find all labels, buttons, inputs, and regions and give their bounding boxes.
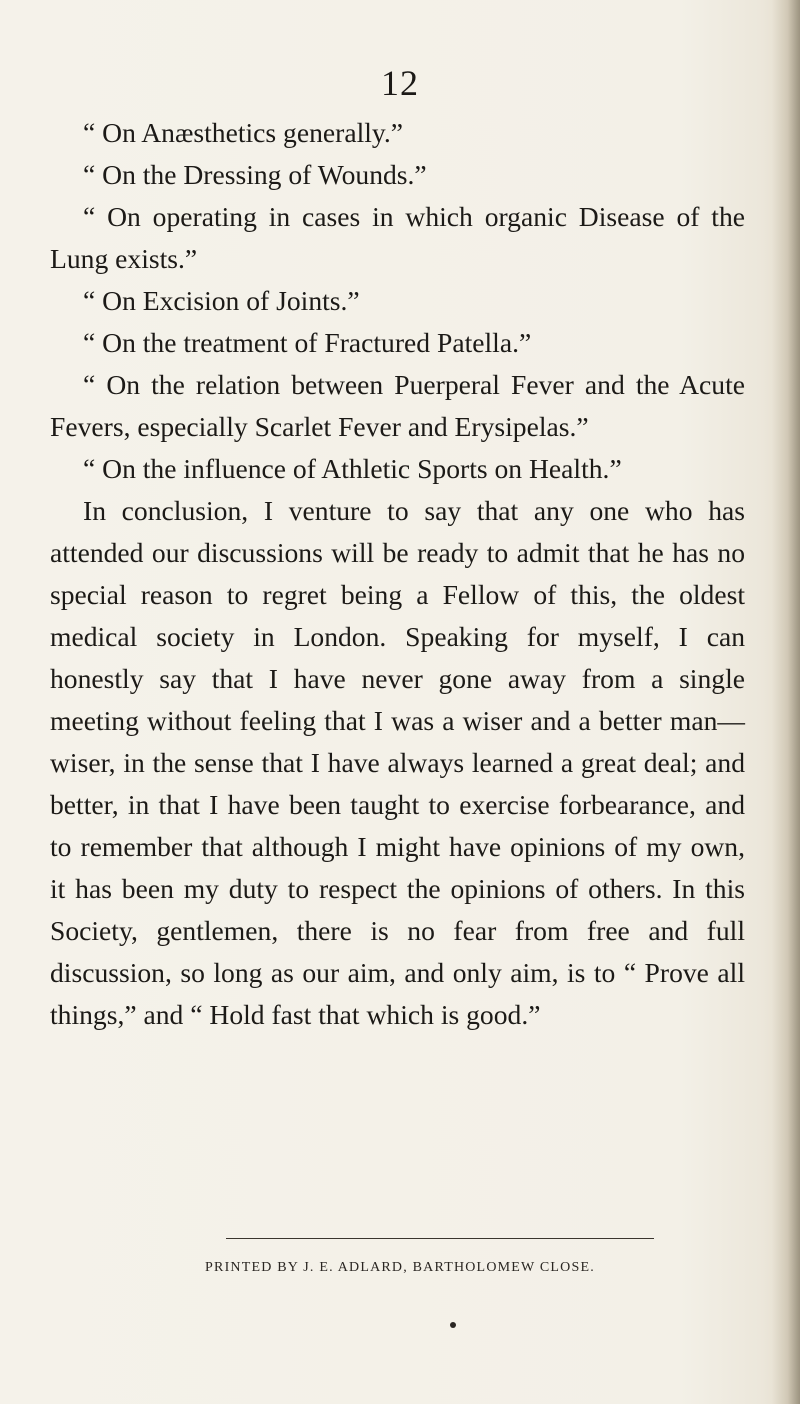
ink-speck <box>450 1322 456 1328</box>
printer-imprint: PRINTED BY J. E. ADLARD, BARTHOLOMEW CLOSE. <box>205 1260 595 1275</box>
footer-rule <box>226 1238 654 1239</box>
list-item-excision-joints: “ On Excision of Joints.” <box>83 285 360 316</box>
list-item-fractured-patella: “ On the treatment of Fractured Patella.” <box>83 327 532 358</box>
list-item-puerperal-fever: “ On the relation between Puerperal Fever and the Acute Fevers, especially Scarlet Fever and Erysipelas.” <box>50 369 745 442</box>
page-body <box>50 112 745 1036</box>
list-item-athletic-sports: “ On the influence of Athletic Sports on Health.” <box>83 453 622 484</box>
closing-paragraph: In conclusion, I venture to say that any one who has attended our discussions will be ready to admit that he has no special reason to regret being a Fellow of this, the oldest medical society in London. Speaking for myself, I can honestly say that I have never gone away from a single meeting without feeling that I was a wiser and a better man—wiser, in the sense that I have always learned a great deal; and better, in that I have been taught to exercise forbearance, and to remember that although I might have opinions of my own, it has been my duty to respect the opinions of others. In this Society, gentlemen, there is no fear from free and full discussion, so long as our aim, and only aim, is to “ Prove all things,” and “ Hold fast that which is good.” <box>50 495 745 1030</box>
page-edge-shadow <box>772 0 800 1404</box>
list-item-lung-disease: “ On operating in cases in which organic Disease of the Lung exists.” <box>50 201 745 274</box>
list-item-anaesthetics: “ On Anæsthetics generally.” <box>83 117 404 148</box>
page-number: 12 <box>381 63 419 103</box>
list-item-dressing-wounds: “ On the Dressing of Wounds.” <box>83 159 427 190</box>
